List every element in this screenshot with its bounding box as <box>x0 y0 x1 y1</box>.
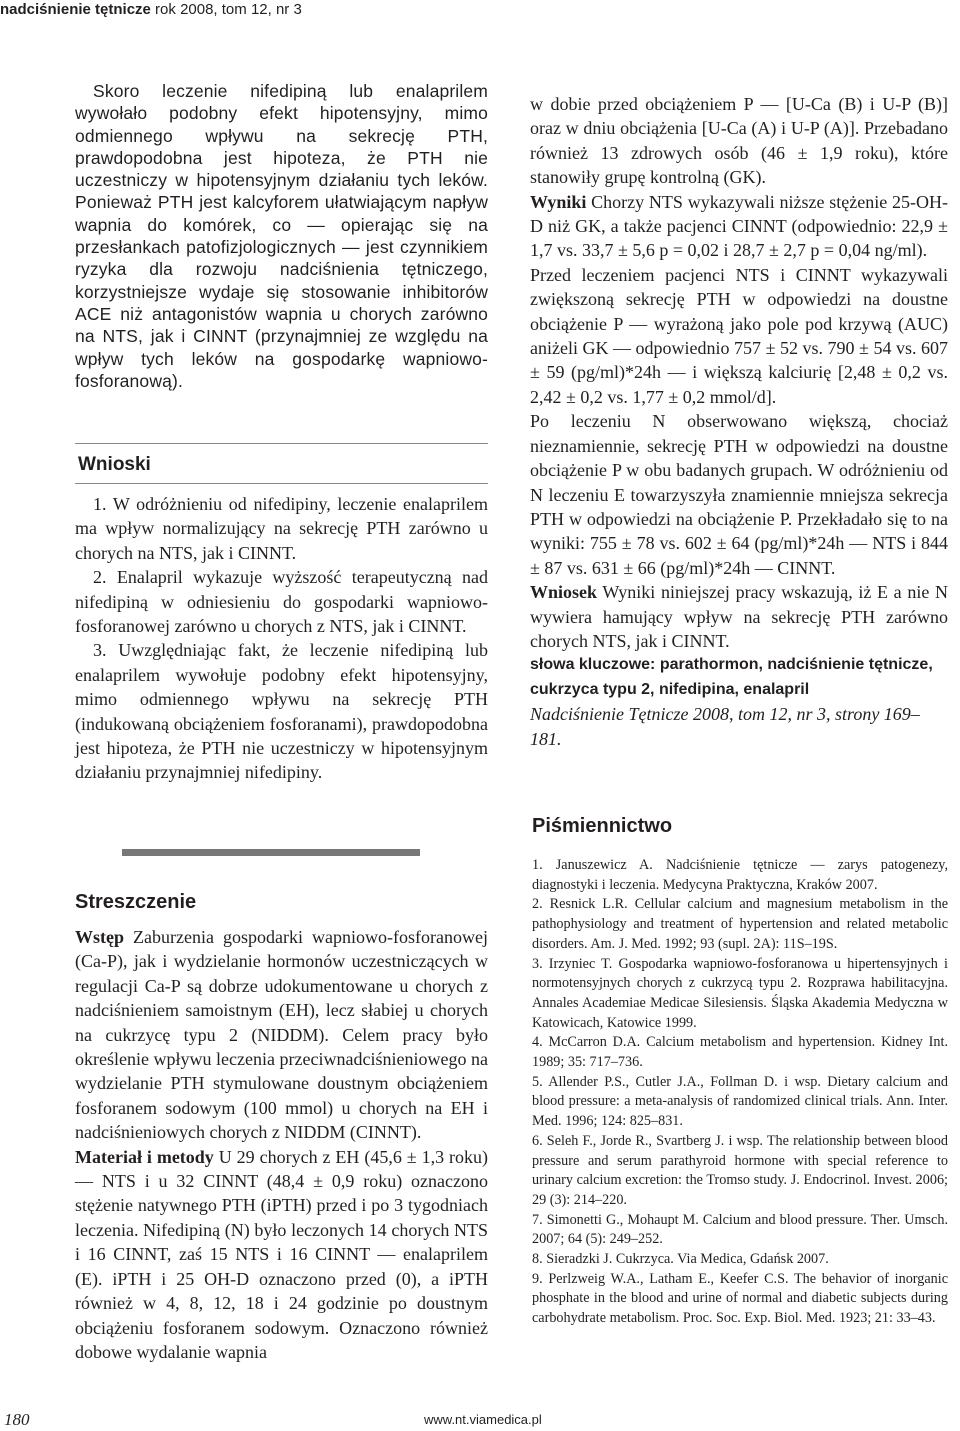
running-header <box>0 0 960 22</box>
section-rule <box>75 483 488 484</box>
conclusions-heading: Wnioski <box>78 454 151 475</box>
journal-name: nadciśnienie tętnicze <box>0 1 151 18</box>
conclusions-list <box>75 492 488 785</box>
results-label: Wyniki <box>530 191 587 212</box>
issue-info: rok 2008, tom 12, nr 3 <box>150 1 302 18</box>
results-text: Chorzy NTS wykazywali niższe stężenie 25-OH-D niż GK, a także pacjenci CINNT (odpowiednio: 22,9 ± 1,7 vs. 33,7 ± 5,6 p = 0,02 i 28,7 ± 2,7 p = 0,04 ng/ml). <box>530 191 948 261</box>
results-paragraph-2: Przed leczeniem pacjenci NTS i CINNT wykazywali zwiększoną sekrecję PTH w odpowiedzi na doustne obciążenie P — wyrażoną jako pole pod krzywą (AUC) aniżeli GK — odpowiednio 757 ± 52 vs. 790 ± 54 vs. 607 ± 59 (pg/ml)*24h — i większą kalciurię [2,48 ± 0,2 vs. 2,42 ± 0,2 vs. 1,77 ± 0,2 mmol/d]. <box>530 264 948 407</box>
conclusion-item: 2. Enalapril wykazuje wyższość terapeutyczną nad nifedipiną w odniesieniu do gospodarki wapniowo-fosforanowej zarówno u chorych z NTS, jak i CINNT. <box>75 567 488 637</box>
reference-item: 3. Irzyniec T. Gospodarka wapniowo-fosforanowa u hipertensyjnych i normotensyjnych chorych z cukrzycą typu 2. Rozprawa habilitacyjna. Annales Academiae Medicae Silesiensis. Śląska Akademia Medyczna w Katowicach, Katowice 1999. <box>532 955 948 1031</box>
abstract-results <box>530 190 948 263</box>
abstract-intro <box>75 925 488 1145</box>
reference-item: 8. Sieradzki J. Cukrzyca. Via Medica, Gdańsk 2007. <box>532 1251 829 1268</box>
reference-item: 5. Allender P.S., Cutler J.A., Follman D. i wsp. Dietary calcium and blood pressure: a meta-analysis of randomized clinical trials. Ann. Inter. Med. 1996; 124: 825–831. <box>532 1073 948 1130</box>
footer-url[interactable]: www.nt.viamedica.pl <box>424 1412 542 1427</box>
discussion-end <box>75 80 488 392</box>
methods-continued: w dobie przed obciążeniem P — [U-Ca (B) i U-P (B)] oraz w dniu obciążenia [U-Ca (A) i U-P (A)]. Przebadano również 13 zdrowych osób (46 ± 1,9 roku), które stanowiły grupę kontrolną (GK). <box>530 94 948 188</box>
methods-label: Materiał i metody <box>75 1146 214 1167</box>
references-list <box>532 856 948 1329</box>
reference-item: 6. Seleh F., Jorde R., Svartberg J. i wsp. The relationship between blood pressure and serum parathyroid hormone with special reference to urinary calcium excretion: the Tromso study. J. Endocrinol. Invest. 2006; 29 (3): 214–220. <box>532 1132 948 1208</box>
page-number: 180 <box>4 1410 30 1429</box>
citation: Nadciśnienie Tętnicze 2008, tom 12, nr 3, strony 169–181. <box>530 704 920 749</box>
methods-text: U 29 chorych z EH (45,6 ± 1,3 roku) — NTS i u 32 CINNT (48,4 ± 0,9 roku) oznaczono stężenie natywnego PTH (iPTH) przed i po 3 tygodniach leczenia. Nifedipiną (N) było leczonych 14 chorych NTS i 16 CINNT, zaś 15 NTS i 16 CINNT — enalaprilem (E). iPTH i 25 OH-D oznaczono przed (0), a iPTH również w 4, 8, 12, 18 i 24 godzinie po doustnym obciążeniu fosforanem sodowym. Oznaczono również dobowe wydalanie wapnia <box>75 1146 488 1362</box>
intro-text: Zaburzenia gospodarki wapniowo-fosforanowej (Ca-P), jak i wydzielanie hormonów uczestniczących w regulacji Ca-P są dobrze udokumentowane u chorych z nadciśnieniem samoistnym (EH), lecz słabiej u chorych na cukrzycę typu 2 (NIDDM). Celem pracy było określenie wpływu leczenia przeciwnadciśnieniowego na wydzielanie PTH stymulowane doustnym obciążeniem fosforanem sodowym (100 mmol) u chorych na EH i nadciśnieniowych chorych z NIDDM (CINNT). <box>75 927 488 1143</box>
reference-item: 1. Januszewicz A. Nadciśnienie tętnicze — zarys patogenezy, diagnostyki i leczenia. Medycyna Praktyczna, Kraków 2007. <box>532 857 948 893</box>
reference-item: 4. McCarron D.A. Calcium metabolism and hypertension. Kidney Int. 1989; 35: 717–736. <box>532 1034 948 1071</box>
decorative-bar <box>122 849 420 856</box>
abstract-left <box>75 925 488 1364</box>
conclusion-label: Wniosek <box>530 582 598 603</box>
reference-item: 9. Perlzweig W.A., Latham E., Keefer C.S. The behavior of inorganic phosphate in the blood and urine of normal and diabetic subjects during carbohydrate metabolism. Proc. Soc. Exp. Biol. Med. 1923; 21: 33–43. <box>532 1270 948 1327</box>
intro-label: Wstęp <box>75 927 124 947</box>
conclusion-item: 3. Uwzględniając fakt, że leczenie nifedipiną lub enalaprilem wywołuje podobny efekt hipotensyjny, mimo odmiennego wpływu na sekrecję PTH (indukowaną obciążeniem fosforanami), prawdopodobna jest hipoteza, że PTH nie uczestniczy w hipotensyjnym działaniu przynajmniej nifedipiny. <box>75 640 488 783</box>
references-heading: Piśmiennictwo <box>532 815 673 837</box>
keywords: słowa kluczowe: parathormon, nadciśnienie tętnicze, cukrzyca typu 2, nifedipina, enalapril <box>530 656 933 698</box>
conclusion-text: Wyniki niniejszej pracy wskazują, iż E a nie N wywiera hamujący wpływ na sekrecję PTH zarówno chorych NTS, jak i CINNT. <box>530 582 948 651</box>
conclusion-item: 1. W odróżnieniu od nifedipiny, leczenie enalaprilem ma wpływ normalizujący na sekrecję PTH zarówno u chorych na NTS, jak i CINNT. <box>75 494 488 563</box>
abstract-methods <box>75 1145 488 1365</box>
results-paragraph-3: Po leczeniu N obserwowano większą, chociaż nieznamiennie, sekrecję PTH w odpowiedzi na doustne obciążenie P w obu badanych grupach. W odróżnieniu od N leczeniu E towarzyszyła znamiennie mniejsza sekrecja PTH w odpowiedzi na obciążenie P. Przekładało się to na wyniki: 755 ± 78 vs. 602 ± 64 (pg/ml)*24h — NTS i 844 ± 87 vs. 631 ± 66 (pg/ml)*24h — CINNT. <box>530 411 948 578</box>
abstract-conclusion <box>530 580 948 653</box>
discussion-paragraph: Skoro leczenie nifedipiną lub enalaprilem wywołało podobny efekt hipotensyjny, mimo odmiennego wpływu na sekrecję PTH, prawdopodobna jest hipoteza, że PTH nie uczestniczy w hipotensyjnym działaniu tych leków. Ponieważ PTH jest kalcyforem ułatwiającym napływ wapnia do komórek, co — opierając się na przesłankach patofizjologicznych — jest czynnikiem ryzyka dla rozwoju nadciśnienia tętniczego, korzystniejsze wydaje się stosowanie inhibitorów ACE niż antagonistów wapnia u chorych zarówno na NTS, jak i CINNT (przynajmniej ze względu na wpływ tych leków na gospodarkę wapniowo-fosforanową). <box>75 81 488 391</box>
abstract-right <box>530 92 948 751</box>
reference-item: 2. Resnick L.R. Cellular calcium and magnesium metabolism in the pathophysiology and treatment of hypertension and related metabolic disorders. Am. J. Med. 1992; 93 (supl. 2A): 11S–19S. <box>532 896 948 952</box>
section-rule <box>75 443 488 444</box>
reference-item: 7. Simonetti G., Mohaupt M. Calcium and blood pressure. Ther. Umsch. 2007; 64 (5): 249–252. <box>532 1211 948 1248</box>
abstract-heading: Streszczenie <box>75 891 197 913</box>
